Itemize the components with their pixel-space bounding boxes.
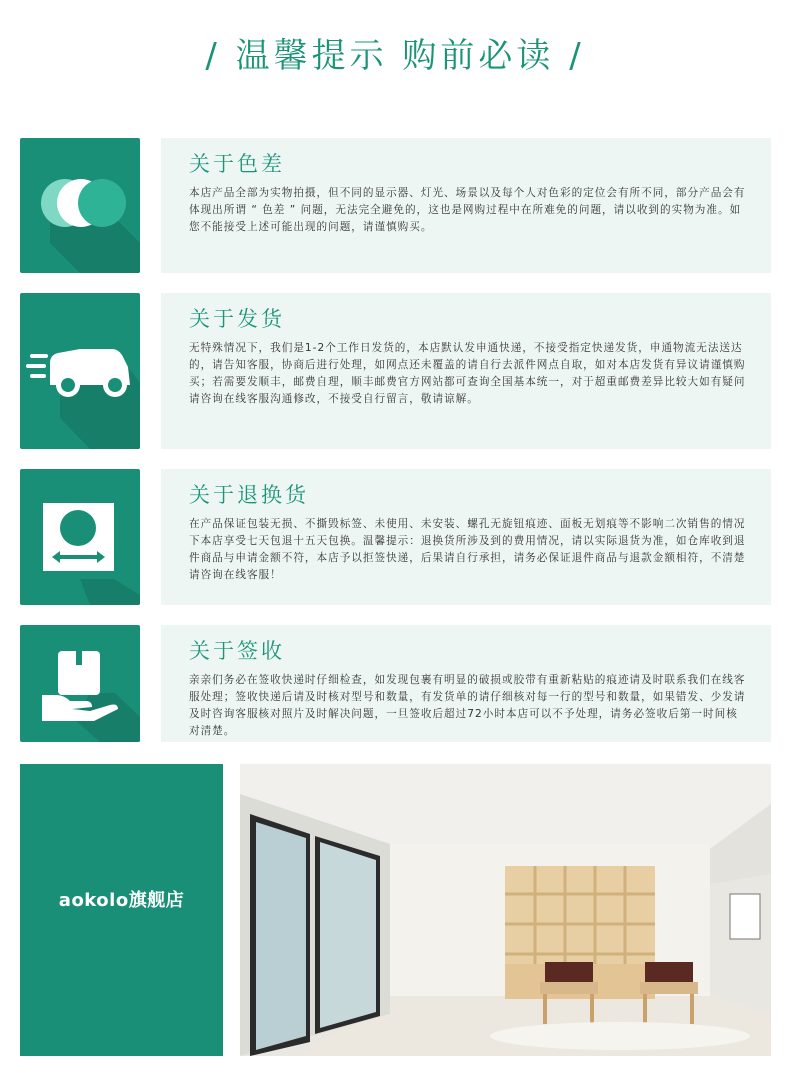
section-title: 关于发货 (189, 307, 285, 331)
sign-receipt-tile (20, 625, 140, 742)
room-photo (240, 764, 771, 1056)
color-difference-card (161, 138, 771, 273)
store-name: aokolo旗舰店 (58, 890, 185, 911)
page-title: / 温馨提示 购前必读 / (205, 36, 585, 76)
section-title: 关于退换货 (189, 483, 309, 507)
section-body: 无特殊情况下，我们是1-2个工作日发货的，本店默认发申通快递，不接受指定快递发货，申通物流无法送达的，请告知客服，协商后进行处理，如网点还未覆盖的请自行去派件网点自取，如对本店发货有异议请谨慎购买；若需要发顺丰，邮费自理，顺丰邮费官方网站都可查询全国基本统一，对于超重邮费差异比较大如有疑问请咨询在线客服沟通修改，不接受自行留言，敬请谅解。 (189, 342, 746, 405)
section-body: 亲亲们务必在签收快递时仔细检查，如发现包裹有明显的破损或胶带有重新粘贴的痕迹请及时联系我们在线客服处理；签收快递后请及时核对型号和数量，有发货单的请仔细核对每一行的型号和数量，如果错发、少发请及时咨询客服核对照片及时解决问题，一旦签收后超过72小时本店可以不予处理，请务必签收后第一时间核对清楚。 (189, 674, 746, 737)
return-exchange-tile (20, 469, 140, 605)
section-body: 在产品保证包装无损、不撕毁标签、未使用、未安装、螺孔无旋钮痕迹、面板无划痕等不影响二次销售的情况下本店享受七天包退十五天包换。温馨提示：退换货所涉及到的费用情况，请以实际退货为准，如仓库收到退件商品与申请金额不符，本店予以拒签快递，后果请自行承担，请务必保证退件商品与退款金额相符，不清楚请咨询在线客服！ (189, 518, 746, 581)
return-exchange-card (161, 469, 771, 605)
sign-receipt-card (161, 625, 771, 742)
exchange-icon (20, 469, 140, 605)
living-room-image (240, 764, 771, 1056)
color-circles-icon (20, 138, 140, 273)
section-body: 本店产品全部为实物拍摄，但不同的显示器、灯光、场景以及每个人对色彩的定位会有所不同，部分产品会有体现出所谓 “ 色差 ” 问题，无法完全避免的，这也是网购过程中在所难免的问题，请以收到的实物为准。如您不能接受上述可能出现的问题，请谨慎购买。 (189, 187, 746, 233)
delivery-truck-icon (20, 293, 140, 449)
package-in-hand-icon (20, 625, 140, 742)
color-difference-tile (20, 138, 140, 273)
store-banner (20, 764, 223, 1056)
shipping-tile (20, 293, 140, 449)
shipping-card (161, 293, 771, 449)
section-title: 关于色差 (189, 152, 285, 176)
section-title: 关于签收 (189, 639, 285, 663)
